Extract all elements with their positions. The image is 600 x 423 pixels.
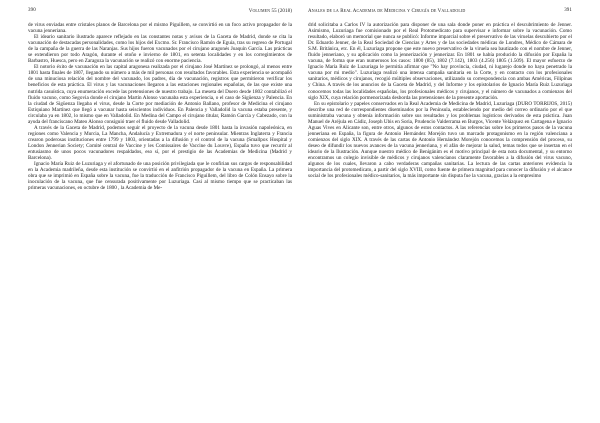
left-page-number: 390 <box>28 8 36 13</box>
body-paragraph: El ideario sanitario ilustrado aparece reflejado en las constantes notas y avisos de la Gaceta de Madrid, donde se cita la vacunación de destacadas personalidades, como los hijos del Excmo. Sr. Francisco Ramón de Eguía, tras su regreso de Portugal de la campaña de la guerra de las Naranjas. Sus hijos fueron vacunados por el cirujano aragonés Joaquín García. Las prácticas se extendieron por todo Aragón, durante el otoño e invierno de 1801, en setenta localidades y en los corregimientos de Barbastro, Huesca, pero en Zaragoza la vacunación se realizó con enorme paciencia. <box>28 34 292 65</box>
body-paragraph: de virus enviadas entre cristales planos de Barcelona por el mismo Piguillem, se convirtió en un foco activo propagador de la vacuna jenneriana. <box>28 22 292 35</box>
body-paragraph: Ignacio María Ruiz de Luzuriaga y el afortunado de una posición privilegiada que le confirian sus cargos de responsabilidad en la Academia madrileña, desde esta institución se convirtió en el anfitrión propagador de la vacuna en España. La primera obra que se imprimió en España sobre la vacuna, fue la traducción de Francisco Piguillem, del libro de Colón Ensayo sobre la inoculación de la vacuna, que fue censurada positivamente por Luzuriaga. Casi al mismo tiempo que se practicaban las primeras vacunaciones, en octubre de 1800 , la Academia de Me- <box>28 161 292 192</box>
right-page <box>300 0 600 423</box>
right-page-body <box>308 22 572 179</box>
body-paragraph: drid solicitaba a Carlos IV la autorización para disponer de una sala donde poner en práctica el descubrimiento de Jenner. Asimismo, Luzuriaga fue comisionado por el Real Protomedicato para supervisar e informar sobre la vacunación. Como resultado, elaboró un memorial que nunca se publicó: Informe imparcial sobre el preservativo de las viruelas descubierto por el Dr. Eduardo Jenner, de la Real Sociedad de Ciencias y Artes y de las sociedades médicas de Londres, Médico de Cámara de S.M. Británica, etc. En él, Luzuriaga propone que este nuevo preservativo de la viruela sea bautizado con el nombre de Jenner, fluido jenneriano, y su aplicación como la jennerización y jennerizar. En 1801 se había producido la difusión por España la vacuna, de forma que eran numerosos los casos: 1800 (85), 1802 (7.142), 1803 (4.256) 1805 (1.509). El mayor esfuerzo de Ignacio María Ruiz de Luzuriaga le permitía afirmar que "No hay provincia, ciudad, ni lugarejo donde no haya penetrado la vacuna por mi medio". Luzuriaga realizó una intensa campaña sanitaria en la Corte, y en contacto con los profesionales sanitarios, médicos y cirujanos, recogió múltiples observaciones, utilizando su correspondencia con ambas Américas, Filipinas y China. A través de los anuncios de la Gaceta de Madrid, y del Informe y los epistolarios de Ignacio María Ruiz Luzuriaga conocemos todas las localidades españolas, los profesionales médicos y cirujanos, y el número de vacunados a comienzos del siglo XIX, cuya relación pormenorizada desborda las pretensiones de la presente aportación. <box>308 22 572 101</box>
right-running-head: Anales de la Real Academia de Medicina y Cirugía de Valladolid <box>308 9 466 14</box>
right-page-number: 391 <box>564 8 572 13</box>
left-page-header <box>28 8 292 18</box>
left-running-head: Volumen 55 (2018) <box>248 9 292 14</box>
right-page-header <box>308 8 572 18</box>
body-paragraph: A través de la Gaceta de Madrid, podemos seguir el proyecto de la vacuna desde 1801 hasta la invasión napoleónica, en regiones como Valencia y Murcia, La Mancha, Andalucía y Extremadura y el norte peninsular. Mientras Inglaterra y Francia crearon poderosas instituciones entre 1799 y 1803, orientadas a la difusión y el control de la vacuna (Smallpox Hospital y London Jennerian Society; Comité central de Vaccine y les Comissaires de Vaccine du Louvre), España tuvo que recurrir al entusiasmo de unos pocos vacunadores respaldados, eso sí, por el prestigio de las Academias de Medicina (Madrid y Barcelona). <box>28 124 292 162</box>
body-paragraph: El notorio éxito de vacunación en las capital aragonesa realizada por el cirujano José Martínez se prolongó, al menos entre 1801 hasta finales de 1807, llegando su número a más de mil personas con resultados favorables. Esta experiencia se acompañó de una minuciosa relación del nombre del vacunado, los padres, día de vacunación, registros que permitieron verificar los beneficios de esta práctica. El virus y las vacunaciones llegaron a las estaciones regionales españolas, de las que existe una nutrida casuística, cuya enumeración excede las pretensiones de nuestro trabajo. La meseta del Duero desde 1802 contabilizó el fluido vacuno, como Segovia donde el cirujano Martín Alonso vacunaba esta experiencia, o el caso de Sigüenza y Palencia. En la ciudad de Sigüenza llegaba el virus, desde la Corte por mediación de Antonio Ballano, profesor de Medicina el cirujano Estiquiano Martínez que llegó a vacunar hasta seiscientos individuos. En Palencia y Valladolid la vacuna estaba presente, y circulaba ya en 1802, lo mismo que en Valladolid. En Medina del Campo el cirujano titular, Ramón García y Cabezado, con la ayuda del franciscano Mateo Alonso consiguió traer el fluido desde Valladolid. <box>28 64 292 125</box>
left-page-body <box>28 22 292 191</box>
body-paragraph: En su epistolario y papeles conservados en la Real Academia de Medicina de Madrid, Luzuriaga (DURO TORRIJOS, 2015) describe una red de correspondientes diseminados por la Península, estableciendo por medio del correo ordinario por el que suministraba vacuna y obtenía información sobre sus resultados y los problemas logísticos derivados de esta práctica. Juan Manuel de Aréjula en Cádiz, Joseph Ubis en Soria, Prudencio Valderrama en Burgos, Vicente Velázquez en Cartagena e Ignacio Aguas Vives en Alicante son, entre otros, algunos de estos contactos. A las referencias sobre los primeros pasos de la vacuna jenneriana en España, la figura de Antonio Hernández Morejón tuvo un marcado protagonismo en la región valenciana a comienzos del siglo XIX. A través de las cartas de Antonio Hernández Morejón conocemos la comprensión del proceso, su deseo de difundir los nuevos avances de la vacuna jenneriana, y el afán de mejorar la salud, temas todos que se insertan en el ideario de la Ilustración. Aunque nuestro médico de Benigánim es el motivo principal de esta nota documental, y su entorno encontramos un colegio invisible de médicos y cirujanos valencianos claramente favorables a la difusión del virus vacuno, algunos de los cuales, llevaron a cabo verdaderas campañas sanitarias. La lectura de las cartas anteriores evidencia la importancia del protomedicato, a partir del siglo XVIII, como fuente de primera magnitud para conocer la difusión y el alcance social de los profesionales médico-sanitarios, la más importante sin disputa fue la vacuna, gracias a la empresimo <box>308 100 572 180</box>
